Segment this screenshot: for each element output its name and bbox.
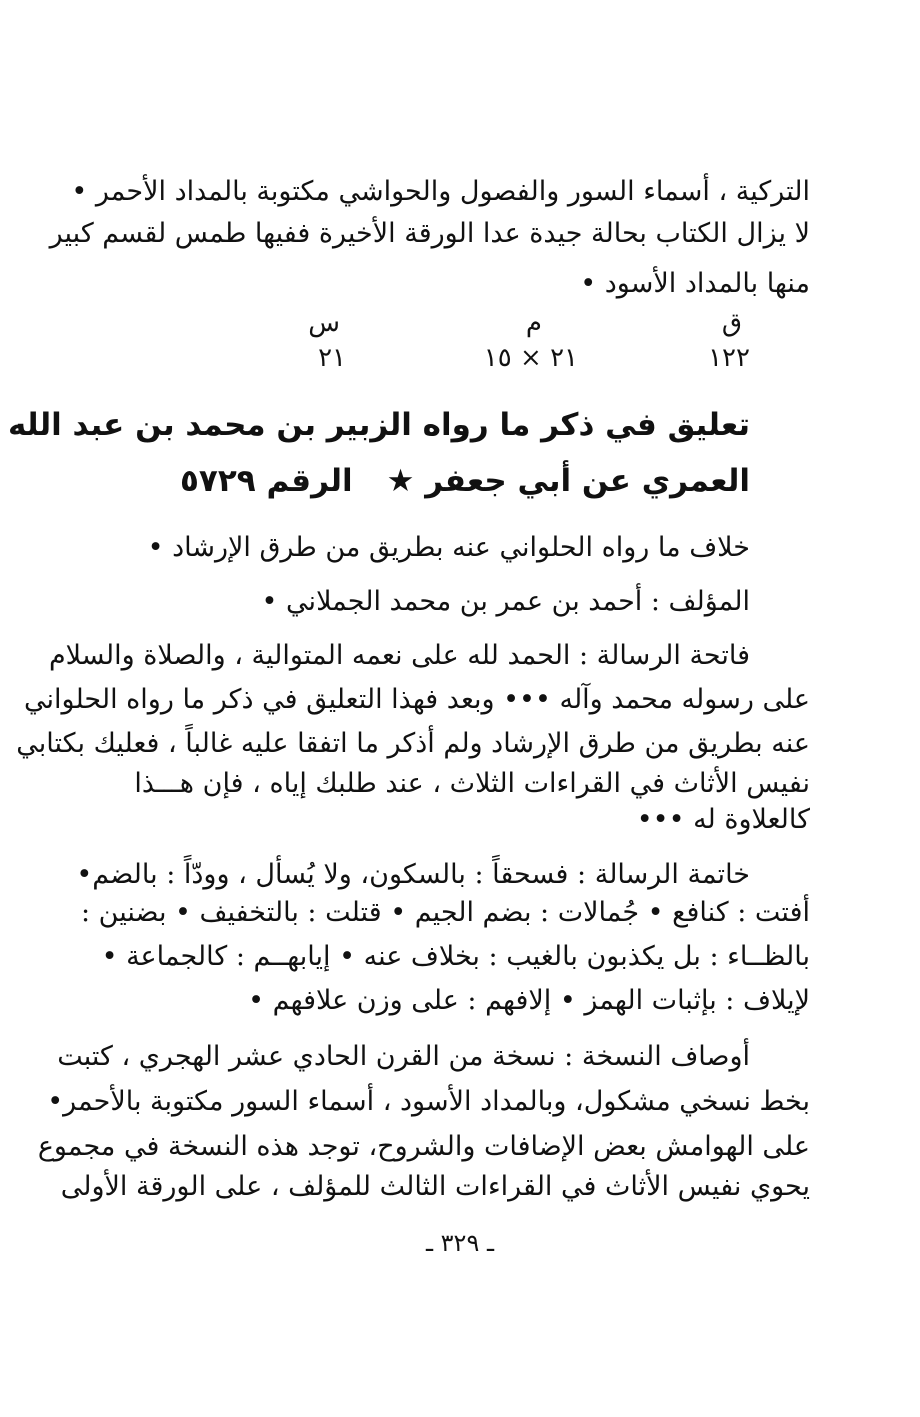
intro-line: منها بالمداد الأسود • <box>580 268 810 299</box>
entry-title-line-2: العمري عن أبي جعفر ★ <box>386 463 750 499</box>
description-line: يحوي نفيس الأثاث في القراءات الثالث للمؤلف ، على الورقة الأولى <box>60 1171 810 1202</box>
closing-line: لإيلاف : بإثبات الهمز • إلافهم : على وزن علافهم • <box>248 985 810 1016</box>
opening-line: فاتحة الرسالة : الحمد لله على نعمه المتوالية ، والصلاة والسلام <box>48 640 750 671</box>
description-line: أوصاف النسخة : نسخة من القرن الحادي عشر الهجري ، كتبت <box>57 1041 750 1072</box>
closing-line: أفتت : كنافع • جُمالات : بضم الجيم • قتلت : بالتخفيف • بضنين : <box>81 897 810 928</box>
opening-line: عنه بطريق من طرق الإرشاد ولم أذكر ما اتفقا عليه غالباً ، فعليك بكتابي <box>16 728 810 759</box>
meta-label-lines: س <box>308 308 340 338</box>
opening-line: نفيس الأثاث في القراءات الثلاث ، عند طلبك إياه ، فإن هـــذا <box>134 768 810 799</box>
description-line: بخط نسخي مشكول، وبالمداد الأسود ، أسماء السور مكتوبة بالأحمر• <box>47 1086 810 1117</box>
meta-values-row <box>160 340 810 376</box>
meta-labels-row <box>160 305 810 341</box>
meta-value-lines: ٢١ <box>318 343 346 373</box>
meta-value-size: ٢١ × ١٥ <box>483 343 578 373</box>
meta-label-folios: ق <box>721 308 742 338</box>
opening-line: على رسوله محمد وآله ••• وبعد فهذا التعليق في ذكر ما رواه الحلواني <box>24 684 810 715</box>
closing-line: بالظــاء : بل يكذبون بالغيب : بخلاف عنه • إيابهــم : كالجماعة • <box>101 941 810 972</box>
entry-number: الرقم ٥٧٢٩ <box>180 463 353 499</box>
entry-author: المؤلف : أحمد بن عمر بن محمد الجملاني • <box>261 586 750 617</box>
entry-title-line-1: تعليق في ذكر ما رواه الزبير بن محمد بن عبد الله <box>8 407 750 443</box>
page-number: ـ ٣٢٩ ـ <box>425 1229 494 1257</box>
meta-value-folios: ١٢٢ <box>708 343 750 373</box>
description-line: على الهوامش بعض الإضافات والشروح، توجد هذه النسخة في مجموع <box>37 1131 810 1162</box>
closing-line: خاتمة الرسالة : فسحقاً : بالسكون، ولا يُسأل ، وودّاً : بالضم• <box>76 859 750 890</box>
intro-line: التركية ، أسماء السور والفصول والحواشي مكتوبة بالمداد الأحمر • <box>71 176 810 207</box>
opening-line: كالعلاوة له ••• <box>636 804 810 835</box>
intro-line: لا يزال الكتاب بحالة جيدة عدا الورقة الأخيرة ففيها طمس لقسم كبير <box>49 218 810 249</box>
entry-subtitle: خلاف ما رواه الحلواني عنه بطريق من طرق الإرشاد • <box>147 532 750 563</box>
meta-label-size: م <box>525 308 542 338</box>
